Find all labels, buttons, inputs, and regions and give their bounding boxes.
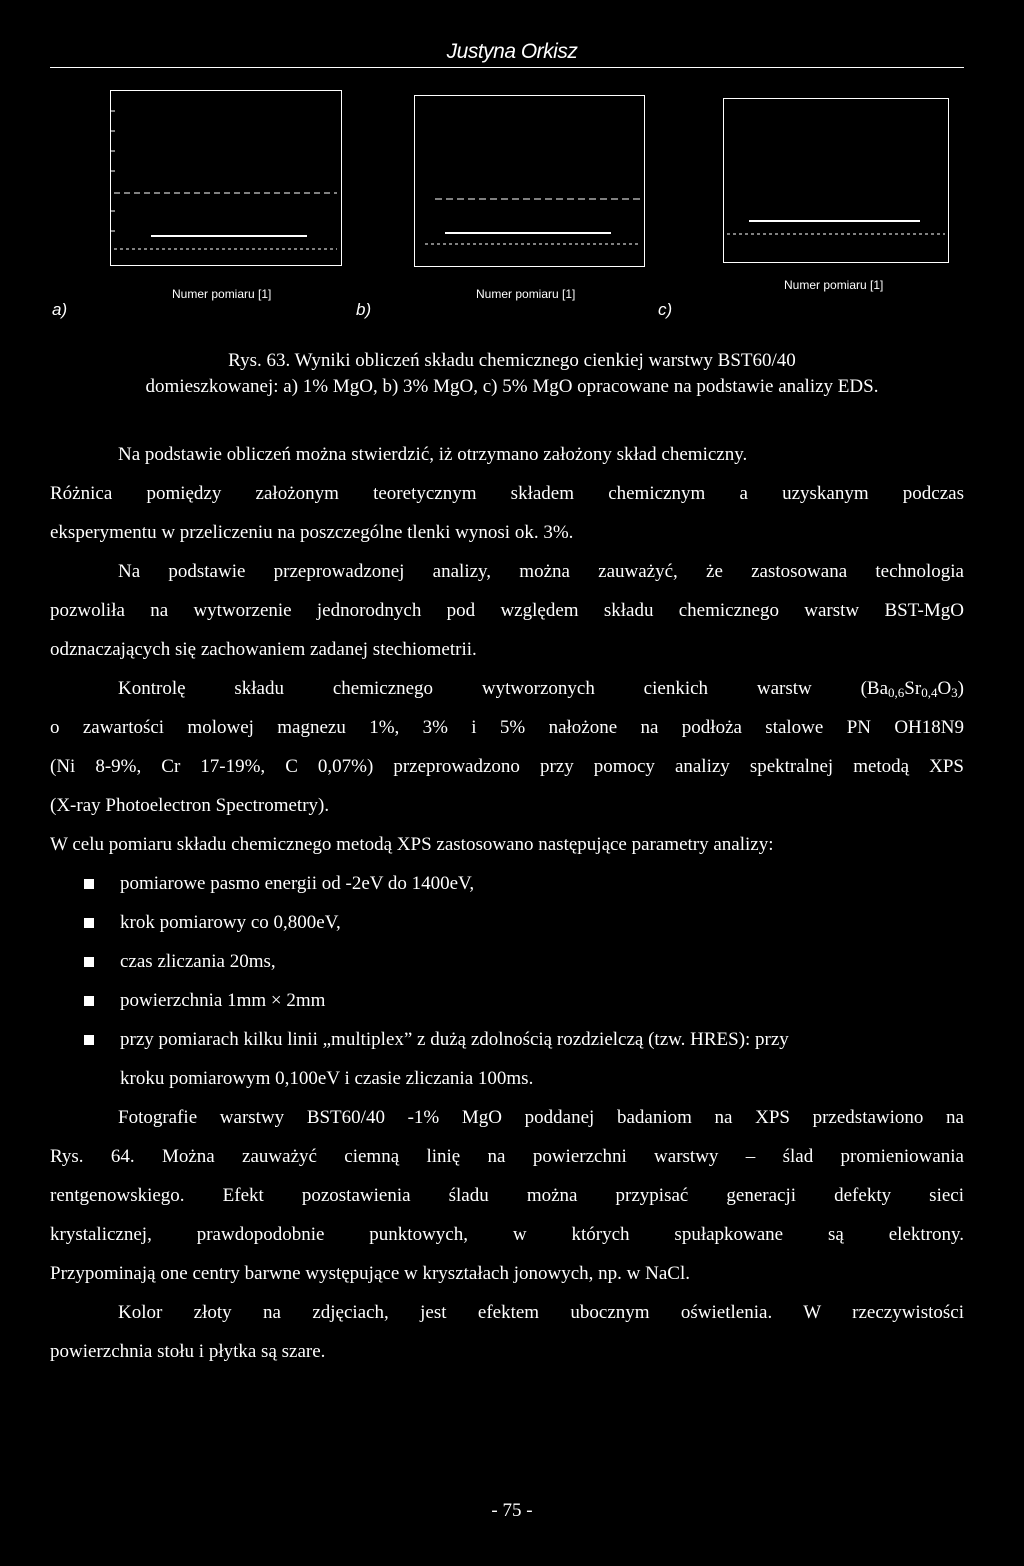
panel-a-plot: [111, 91, 341, 265]
p6-line-2: powierzchnia stołu i płytka są szare.: [50, 1341, 326, 1362]
panel-b-letter: b): [356, 300, 372, 319]
bullet-marker-5: [84, 1035, 94, 1045]
page-number: - 75 -: [491, 1500, 533, 1521]
bullet-item-3: czas zliczania 20ms,: [120, 951, 276, 972]
bullet-marker-4: [84, 996, 94, 1006]
figure-panel-c: [723, 98, 949, 263]
p6-line-1: Kolor złoty na zdjęciach, jest efektem ubocznym oświetlenia. W rzeczywistości: [118, 1302, 964, 1323]
caption-line-1: Rys. 63. Wyniki obliczeń składu chemicznego cienkiej warstwy BST60/40: [228, 350, 796, 371]
p2-line-1: Na podstawie przeprowadzonej analizy, można zauważyć, że zastosowana technologia: [118, 561, 964, 582]
p2-line-2: pozwoliła na wytworzenie jednorodnych pod względem składu chemicznego warstw BST-MgO: [50, 600, 964, 621]
panel-a-xlabel: Numer pomiaru [1]: [172, 287, 272, 301]
p3-line-4: (X-ray Photoelectron Spectrometry).: [50, 795, 330, 816]
p1-line-1: Na podstawie obliczeń można stwierdzić, iż otrzymano założony skład chemiczny.: [118, 444, 748, 465]
p5-line-4: krystalicznej, prawdopodobnie punktowych, w których spułapkowane są elektrony.: [50, 1224, 964, 1245]
running-header: Justyna Orkisz: [446, 40, 578, 63]
p2-line-3: odznaczających się zachowaniem zadanej stechiometrii.: [50, 639, 477, 660]
p5-line-2: Rys. 64. Można zauważyć ciemną linię na powierzchni warstwy – ślad promieniowania: [50, 1146, 964, 1167]
p4-line-1: W celu pomiaru składu chemicznego metodą XPS zastosowano następujące parametry analizy:: [50, 834, 774, 855]
header-rule: [50, 67, 964, 68]
figure-panel-a: [110, 90, 342, 266]
p3-line-1: Kontrolę składu chemicznego wytworzonych cienkich warstw $(Ba_{0,6}Sr_{0,4}O_3)$: [118, 678, 964, 700]
bullet-marker-3: [84, 957, 94, 967]
panel-b-plot: [415, 96, 644, 266]
p3-line-2: o zawartości molowej magnezu 1%, 3% i 5% nałożone na podłoża stalowe PN OH18N9: [50, 717, 964, 738]
panel-c-plot: [724, 99, 948, 262]
p5-line-5: Przypominają one centry barwne występujące w kryształach jonowych, np. w NaCl.: [50, 1263, 690, 1284]
bullet-marker-2: [84, 918, 94, 928]
panel-c-letter: c): [658, 300, 673, 319]
bullet-marker-1: [84, 879, 94, 889]
p1-line-2: Różnica pomiędzy założonym teoretycznym składem chemicznym a uzyskanym podczas: [50, 483, 964, 504]
bullet-item-1: pomiarowe pasmo energii od -2eV do 1400eV,: [120, 873, 475, 894]
bullet-item-2: krok pomiarowy co 0,800eV,: [120, 912, 341, 933]
figure-panel-b: [414, 95, 645, 267]
bullet-item-5: przy pomiarach kilku linii „multiplex” z dużą zdolnością rozdzielczą (tzw. HRES): przy: [120, 1029, 789, 1050]
p5-line-3: rentgenowskiego. Efekt pozostawienia śladu można przypisać generacji defekty sieci: [50, 1185, 964, 1206]
figure-caption: [30, 348, 994, 400]
panel-b-xlabel: Numer pomiaru [1]: [476, 287, 576, 301]
p3-line-3: (Ni 8-9%, Cr 17-19%, C 0,07%) przeprowadzono przy pomocy analizy spektralnej metodą XPS: [50, 756, 964, 777]
p1-line-3: eksperymentu w przeliczeniu na poszczególne tlenki wynosi ok. 3%.: [50, 522, 574, 543]
panel-c-xlabel: Numer pomiaru [1]: [784, 278, 884, 292]
caption-line-2: domieszkowanej: a) 1% MgO, b) 3% MgO, c) 5% MgO opracowane na podstawie analizy EDS.: [145, 376, 879, 397]
p5-line-1: Fotografie warstwy BST60/40 -1% MgO poddanej badaniom na XPS przedstawiono na: [118, 1107, 964, 1128]
bullet-item-4: powierzchnia 1mm × 2mm: [120, 990, 326, 1011]
panel-a-letter: a): [52, 300, 68, 319]
bullet-item-5-continuation: kroku pomiarowym 0,100eV i czasie zliczania 100ms.: [120, 1068, 534, 1089]
